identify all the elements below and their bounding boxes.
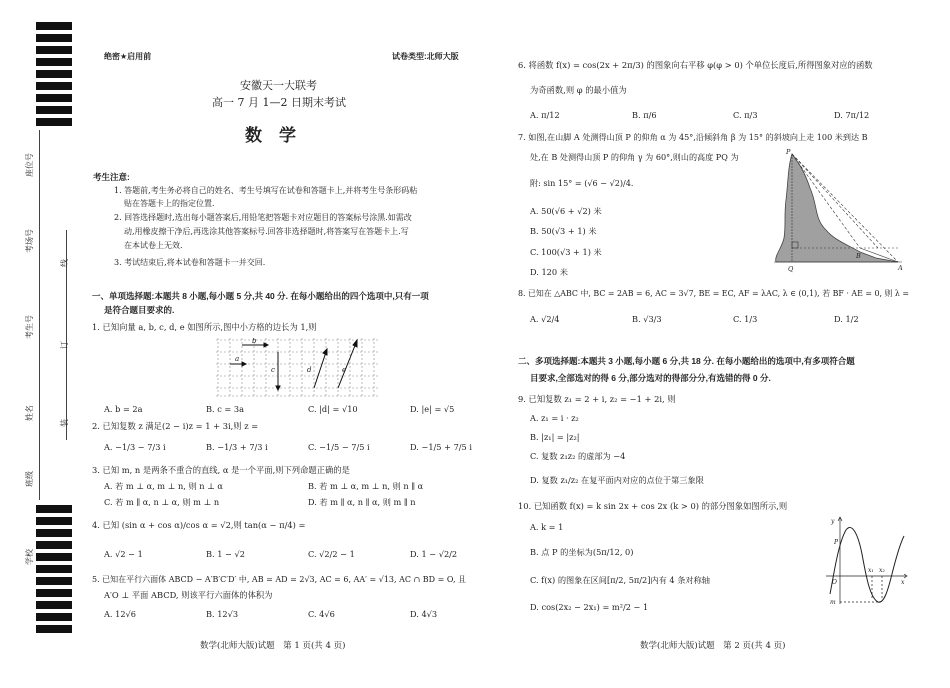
q3-option: B. 若 m ⊥ α, m ⊥ n, 则 n ∥ α xyxy=(308,481,424,491)
q7-option: C. 100(√3 + 1) 米 xyxy=(530,247,602,257)
label-y: y xyxy=(831,518,835,525)
number-label: 考生号 xyxy=(25,315,34,339)
q10-option: C. f(x) 的图象在区间[π/2, 5π/2]内有 4 条对称轴 xyxy=(530,575,710,585)
q5-stem: 5. 已知在平行六面体 ABCD − A′B′C′D′ 中, AB = AD = 2√3, AC = 6, AA′ = √13, AC ∩ BD = O, 且 xyxy=(92,575,467,584)
q3-option: A. 若 m ⊥ α, m ⊥ n, 则 n ⊥ α xyxy=(104,481,223,491)
q2-option: B. −1/3 + 7/3 i xyxy=(206,442,268,452)
q10-option: D. cos(2x₂ − 2x₁) = m²/2 − 1 xyxy=(530,602,649,612)
label-c: c xyxy=(271,366,275,374)
q7-stem: 7. 如图,在山脚 A 处测得山顶 P 的仰角 α 为 45°,沿倾斜角 β 为 15° 的斜坡向上走 100 米到达 B xyxy=(518,132,868,142)
q4-option: C. √2/2 − 1 xyxy=(308,549,355,559)
q4-option: D. 1 − √2/2 xyxy=(410,549,458,559)
q3-stem: 3. 已知 m, n 是两条不重合的直线, α 是一个平面,则下列命题正确的是 xyxy=(92,465,350,475)
page2-footer: 数学(北师大版)试题 第 2 页(共 4 页) xyxy=(640,641,786,651)
label-O: O xyxy=(832,579,837,586)
q2-option: A. −1/3 − 7/3 i xyxy=(104,442,166,452)
q10-option: B. 点 P 的坐标为(5π/12, 0) xyxy=(530,547,634,557)
section2-heading: 二、多项选择题:本题共 3 小题,每小题 6 分,共 18 分. 在每小题给出的选项中,有多项符合题 xyxy=(518,356,855,366)
q1-stem: 1. 已知向量 a, b, c, d, e 如图所示,图中小方格的边长为 1,则 xyxy=(92,322,317,332)
q9-option: D. 复数 z₁/z₂ 在复平面内对应的点位于第三象限 xyxy=(530,475,704,485)
q3-option: C. 若 m ∥ α, n ⊥ α, 则 m ⊥ n xyxy=(104,497,220,507)
label-B: B xyxy=(856,252,861,260)
zhuang-label: 装 xyxy=(60,419,69,427)
label-d: d xyxy=(307,366,312,374)
name-label: 姓名 xyxy=(25,405,34,421)
page1-footer: 数学(北师大版)试题 第 1 页(共 4 页) xyxy=(200,641,346,651)
ding-label: 订 xyxy=(60,341,69,349)
q6-option: D. 7π/12 xyxy=(834,110,870,120)
notice-heading: 考生注意: xyxy=(93,172,130,182)
seat-label: 座位号 xyxy=(25,153,34,177)
label-m: m xyxy=(830,599,836,606)
notice-line: 动,用橡皮擦干净后,再选涂其他答案标号.回答非选择题时,将答案写在答题卡上.写 xyxy=(124,227,409,236)
notice-line: 贴在答题卡上的指定位置. xyxy=(124,199,215,208)
title-exam: 高一 7 月 1—2 日期末考试 xyxy=(212,96,346,109)
q2-option: C. −1/5 − 7/5 i xyxy=(308,442,370,452)
q9-option: C. 复数 z₁z₂ 的虚部为 −4 xyxy=(530,451,626,461)
q9-option: B. |z₁| = |z₂| xyxy=(530,432,580,442)
title-subject: 数 学 xyxy=(245,126,296,146)
q5-option: A. 12√6 xyxy=(104,609,136,619)
vector-e xyxy=(338,343,356,388)
q6-option: C. π/3 xyxy=(733,110,758,120)
label-x2: x₂ xyxy=(879,567,885,574)
title-org: 安徽天一大联考 xyxy=(240,79,317,92)
q8-option: A. √2/4 xyxy=(530,314,560,324)
label-P: P xyxy=(834,539,839,546)
section1-heading-2: 是符合题目要求的. xyxy=(104,305,175,315)
label-b: b xyxy=(252,338,257,345)
notice-line: 2. 回答选择题时,选出每小题答案后,用铅笔把答题卡对应题目的答案标号涂黑.如需改 xyxy=(114,213,412,222)
q5-option: B. 12√3 xyxy=(206,609,239,619)
notice-line: 3. 考试结束后,将本试卷和答题卡一并交回. xyxy=(114,258,266,267)
q7-option: D. 120 米 xyxy=(530,267,568,277)
label-P: P xyxy=(786,148,791,156)
q2-stem: 2. 已知复数 z 满足(2 − i)z = 1 + 3i,则 z = xyxy=(92,421,259,431)
q7-note: 附: sin 15° = (√6 − √2)/4. xyxy=(530,178,634,188)
q1-vector-grid xyxy=(216,338,382,398)
class-label: 班级 xyxy=(25,471,34,487)
q7-option: A. 50(√6 + √2) 米 xyxy=(530,206,602,216)
q4-option: A. √2 − 1 xyxy=(104,549,143,559)
secret-label: 绝密★启用前 xyxy=(104,52,152,61)
label-x1: x₁ xyxy=(868,567,874,574)
exam-type-label: 试卷类型:北师大版 xyxy=(392,52,459,61)
q9-option: A. z₁ = i · z₂ xyxy=(530,413,579,423)
q10-sine-figure xyxy=(822,514,908,606)
notice-line: 在本试卷上无效. xyxy=(124,241,183,250)
q10-option: A. k = 1 xyxy=(530,522,564,532)
q8-option: B. √3/3 xyxy=(632,314,662,324)
section2-heading-2: 目要求,全部选对的得 6 分,部分选对的得部分分,有选错的得 0 分. xyxy=(530,373,771,383)
section1-heading: 一、单项选择题:本题共 8 小题,每小题 5 分,共 40 分. 在每小题给出的四个选项中,只有一项 xyxy=(92,291,429,301)
vector-d xyxy=(314,352,326,388)
binding-line xyxy=(39,130,40,500)
q10-stem: 10. 已知函数 f(x) = k sin 2x + cos 2x (k > 0) 的部分图象如图所示,则 xyxy=(518,501,788,511)
q8-option: D. 1/2 xyxy=(834,314,859,324)
q5-option: D. 4√3 xyxy=(410,609,438,619)
q8-option: C. 1/3 xyxy=(733,314,758,324)
school-label: 学校 xyxy=(25,549,34,565)
q1-option: C. |d| = √10 xyxy=(308,404,358,414)
label-a: a xyxy=(235,355,240,363)
line-label: 线 xyxy=(60,259,69,267)
label-e: e xyxy=(342,366,347,374)
q8-stem: 8. 已知在 △ABC 中, BC = 2AB = 6, AC = 3√7, BE = EC, AF = λAC, λ ∈ (0,1), 若 BF · AE = 0, 则 λ = xyxy=(518,289,910,298)
q5-stem-2: A′O ⊥ 平面 ABCD, 则该平行六面体的体积为 xyxy=(104,590,273,600)
q6-stem: 6. 将函数 f(x) = cos(2x + 2π/3) 的图象向右平移 φ(φ > 0) 个单位长度后,所得图象对应的函数 xyxy=(518,60,873,70)
q9-stem: 9. 已知复数 z₁ = 2 + i, z₂ = −1 + 2i, 则 xyxy=(518,394,676,404)
q7-mountain-figure xyxy=(770,148,910,274)
notice-line: 1. 答题前,考生务必将自己的姓名、考生号填写在试卷和答题卡上,并将考生号条形码粘 xyxy=(114,186,418,195)
q7-stem-2: 处,在 B 处测得山顶 P 的仰角 γ 为 60°,则山的高度 PQ 为 xyxy=(530,152,739,162)
q3-option: D. 若 m ∥ α, n ∥ α, 则 m ∥ n xyxy=(308,497,416,507)
q2-option: D. −1/5 + 7/5 i xyxy=(410,442,472,452)
room-label: 考场号 xyxy=(25,229,34,253)
q4-option: B. 1 − √2 xyxy=(206,549,245,559)
q4-stem: 4. 已知 (sin α + cos α)/cos α = √2,则 tan(α − π/4) = xyxy=(92,520,306,530)
q6-option: A. π/12 xyxy=(530,110,560,120)
q7-option: B. 50(√3 + 1) 米 xyxy=(530,226,597,236)
label-Q: Q xyxy=(788,265,794,273)
label-A: A xyxy=(898,264,903,272)
q6-stem-2: 为奇函数,则 φ 的最小值为 xyxy=(530,85,627,95)
label-x: x xyxy=(901,579,905,586)
q1-option: B. c = 3a xyxy=(206,404,244,414)
q6-option: B. π/6 xyxy=(632,110,657,120)
q5-option: C. 4√6 xyxy=(308,609,335,619)
q1-option: D. |e| = √5 xyxy=(410,404,455,414)
q1-option: A. b = 2a xyxy=(104,404,143,414)
